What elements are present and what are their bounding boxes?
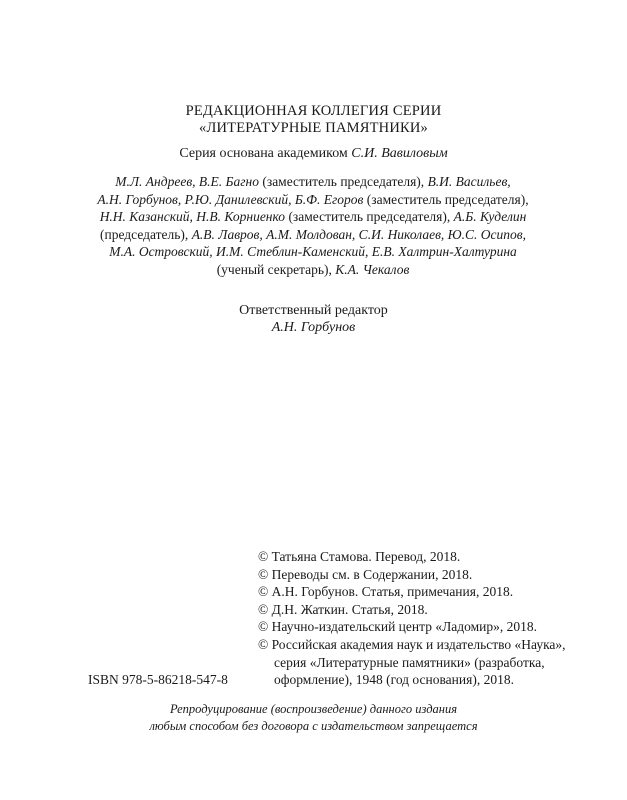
board-member-names: М.Л. Андреев, В.Е. Багно [115,174,259,189]
copyright-line: © Переводы см. в Содержании, 2018. [258,566,473,582]
founded-text: Серия основана академиком [179,146,352,161]
board-role-text: (заместитель председателя), [363,191,529,207]
copyright-notices [258,548,598,689]
founder-name: С.И. Вавиловым [351,146,448,161]
board-line [80,208,546,226]
board-line [80,191,546,209]
series-founded-line [0,145,627,162]
editor-name: А.Н. Горбунов [271,320,356,335]
board-line [80,261,546,279]
copyright-line: © Научно-издательский центр «Ладомир», 2018. [258,619,537,635]
notice-line-2: любым способом без договора с издательством запрещается [149,719,478,733]
notice-line-1: Репродуцирование (воспроизведение) данного издания [169,702,458,716]
copyright-line: серия «Литературные памятники» (разработка, [274,654,545,670]
copyright-line: © Д.Н. Жаткин. Статья, 2018. [258,601,428,617]
board-line [80,226,546,244]
editorial-board-members [80,173,546,279]
responsible-editor [0,302,627,336]
heading-line-2: «ЛИТЕРАТУРНЫЕ ПАМЯТНИКИ» [199,120,428,136]
isbn: ISBN 978-5-86218-547-8 [88,672,228,687]
heading-line-1: РЕДАКЦИОННАЯ КОЛЛЕГИЯ СЕРИИ [185,103,442,119]
board-line [80,243,546,261]
board-role-text: (председатель), [100,226,192,242]
copyright-line: © А.Н. Горбунов. Статья, примечания, 2018. [258,584,514,600]
board-member-names: В.И. Васильев, [427,174,511,189]
series-editorial-board-heading [0,103,627,137]
board-role-text: (заместитель председателя), [285,209,454,225]
board-member-names: А.Н. Горбунов, Р.Ю. Данилевский, Б.Ф. Егоров [97,191,364,207]
board-role-text: (ученый секретарь), [216,261,336,277]
board-member-names: Н.Н. Казанский, Н.В. Корниенко [99,209,286,225]
board-member-names: М.А. Островский, И.М. Стеблин-Каменский, Е.В. Халтрин-Халтурина [109,244,517,260]
copyright-line: оформление), 1948 (год основания), 2018. [274,672,514,688]
board-line [80,173,546,191]
reproduction-notice [0,701,627,735]
copyright-line: © Российская академия наук и издательство «Наука», [258,636,566,652]
board-member-names: К.А. Чекалов [335,261,410,277]
editor-label: Ответственный редактор [239,303,388,318]
board-member-names: А.В. Лавров, А.М. Молдован, С.И. Николаев, Ю.С. Осипов, [191,226,526,242]
copyright-line: © Татьяна Стамова. Перевод, 2018. [258,549,461,564]
board-member-names: А.Б. Куделин [453,209,527,225]
board-role-text: (заместитель председателя), [258,174,428,189]
